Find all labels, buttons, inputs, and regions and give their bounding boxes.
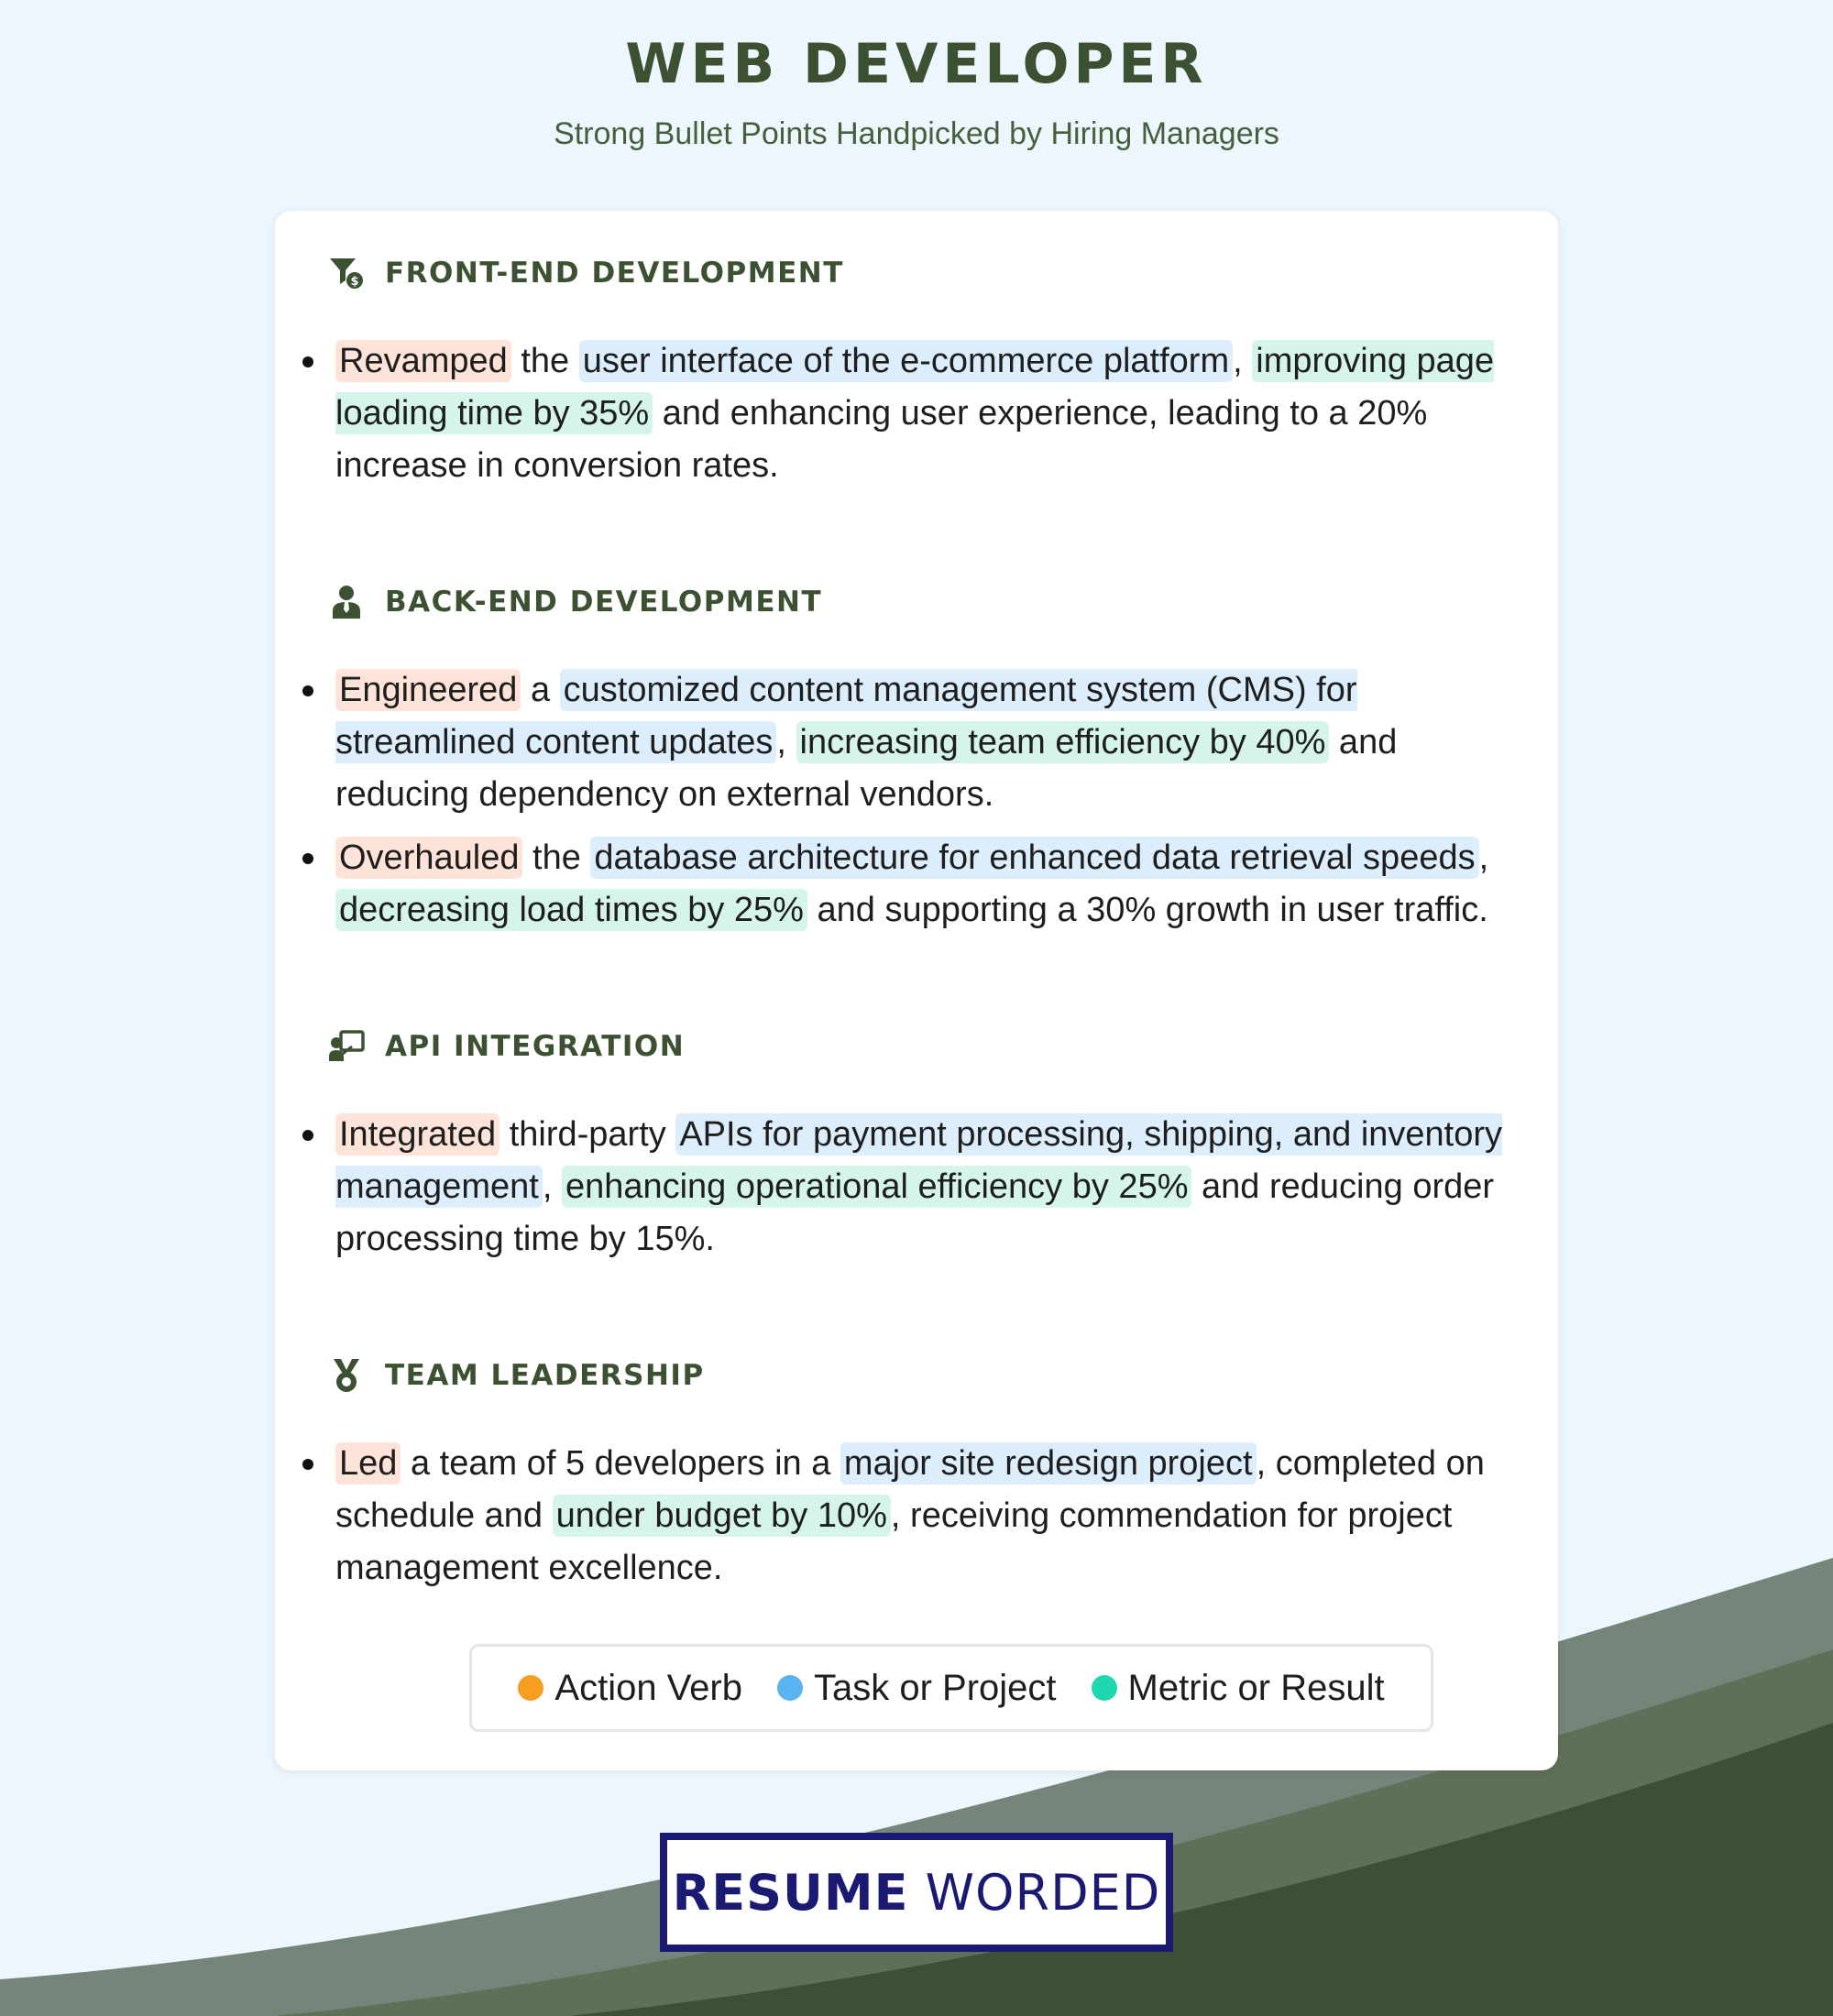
section-header bbox=[328, 575, 1531, 630]
bullet-text: and supporting a 30% growth in user traffic. bbox=[807, 891, 1488, 929]
logo-text bbox=[673, 1864, 1161, 1922]
bullet-text: and reducing order processing time by 15%. bbox=[335, 1167, 1495, 1258]
section-back-end-development bbox=[328, 575, 1531, 937]
metric-highlight: improving page loading time by 35% bbox=[335, 342, 1495, 433]
section-team-leadership bbox=[328, 1348, 1531, 1594]
logo-text-bold: RESUME bbox=[672, 1863, 909, 1922]
section-api-integration bbox=[328, 1019, 1531, 1265]
sections-list bbox=[328, 246, 1531, 1594]
section-title: BACK-END DEVELOPMENT bbox=[385, 586, 823, 619]
presentation-user-icon bbox=[328, 1028, 365, 1065]
action-verb-highlight: Integrated bbox=[335, 1113, 499, 1156]
section-header bbox=[328, 1019, 1531, 1074]
svg-text:$: $ bbox=[350, 275, 359, 289]
bullet-text: , receiving commendation for project management excellence. bbox=[335, 1496, 1453, 1587]
bullet-text: and reducing dependency on external vendors. bbox=[335, 723, 1398, 814]
bullet-text: and enhancing user experience, leading to a 20% increase in conversion rates. bbox=[335, 394, 1428, 485]
medal-icon bbox=[328, 1357, 365, 1394]
action-verb-highlight: Led bbox=[335, 1442, 401, 1485]
task-highlight: major site redesign project bbox=[840, 1442, 1257, 1485]
bullet-points-card bbox=[275, 211, 1558, 1770]
legend-dot-icon bbox=[518, 1675, 543, 1701]
legend-dot-icon bbox=[777, 1675, 803, 1701]
legend-item-action-verb bbox=[518, 1668, 742, 1709]
bullet-point bbox=[328, 1438, 1531, 1594]
bullet-list bbox=[328, 335, 1531, 492]
section-title: FRONT-END DEVELOPMENT bbox=[385, 257, 844, 290]
metric-highlight: decreasing load times by 25% bbox=[335, 889, 807, 931]
section-title: API INTEGRATION bbox=[385, 1030, 686, 1063]
action-verb-highlight: Revamped bbox=[335, 340, 511, 382]
user-tie-icon bbox=[328, 584, 365, 620]
task-highlight: APIs for payment processing, shipping, and inventory management bbox=[335, 1115, 1503, 1206]
bullet-list bbox=[328, 1109, 1531, 1265]
bullet-point bbox=[328, 832, 1531, 937]
section-front-end-development bbox=[328, 246, 1531, 492]
legend-item-task-or-project bbox=[777, 1668, 1057, 1709]
bullet-text: , bbox=[1478, 838, 1489, 877]
section-header bbox=[328, 246, 1531, 301]
task-highlight: database architecture for enhanced data retrieval speeds bbox=[590, 837, 1478, 879]
funnel-dollar-icon bbox=[328, 255, 365, 291]
bullet-point bbox=[328, 1109, 1531, 1265]
bullet-text: , bbox=[1233, 342, 1253, 380]
action-verb-highlight: Overhauled bbox=[335, 837, 522, 879]
bullet-text: third-party bbox=[499, 1115, 676, 1154]
page-header bbox=[0, 27, 1833, 154]
bullet-text: , bbox=[542, 1167, 562, 1206]
task-highlight: customized content management system (CMS) for streamlined content updates bbox=[335, 671, 1357, 761]
bullet-text: a bbox=[521, 671, 560, 709]
bullet-text: the bbox=[522, 838, 591, 877]
section-title: TEAM LEADERSHIP bbox=[385, 1359, 705, 1392]
bullet-text: , bbox=[776, 723, 796, 761]
metric-highlight: increasing team efficiency by 40% bbox=[796, 721, 1330, 763]
bullet-text: a team of 5 developers in a bbox=[401, 1444, 840, 1483]
bullet-point bbox=[328, 664, 1531, 821]
metric-highlight: under budget by 10% bbox=[553, 1495, 891, 1537]
section-header bbox=[328, 1348, 1531, 1403]
resume-worded-logo bbox=[660, 1833, 1173, 1952]
page-subtitle: Strong Bullet Points Handpicked by Hiring Managers bbox=[554, 116, 1279, 151]
legend-dot-icon bbox=[1092, 1675, 1117, 1701]
bullet-list bbox=[328, 1438, 1531, 1594]
legend bbox=[469, 1644, 1433, 1732]
task-highlight: user interface of the e-commerce platform bbox=[579, 340, 1233, 382]
bullet-text: , completed on schedule and bbox=[335, 1444, 1485, 1535]
bullet-text: the bbox=[510, 342, 579, 380]
legend-label: Action Verb bbox=[554, 1667, 742, 1708]
legend-label: Task or Project bbox=[813, 1667, 1057, 1708]
bullet-point bbox=[328, 335, 1531, 492]
logo-text-light: WORDED bbox=[925, 1863, 1161, 1922]
bullet-list bbox=[328, 664, 1531, 937]
metric-highlight: enhancing operational efficiency by 25% bbox=[562, 1166, 1192, 1208]
legend-label: Metric or Result bbox=[1127, 1667, 1385, 1708]
page-title: WEB DEVELOPER bbox=[625, 32, 1208, 96]
action-verb-highlight: Engineered bbox=[335, 669, 521, 711]
legend-item-metric-or-result bbox=[1092, 1668, 1385, 1709]
